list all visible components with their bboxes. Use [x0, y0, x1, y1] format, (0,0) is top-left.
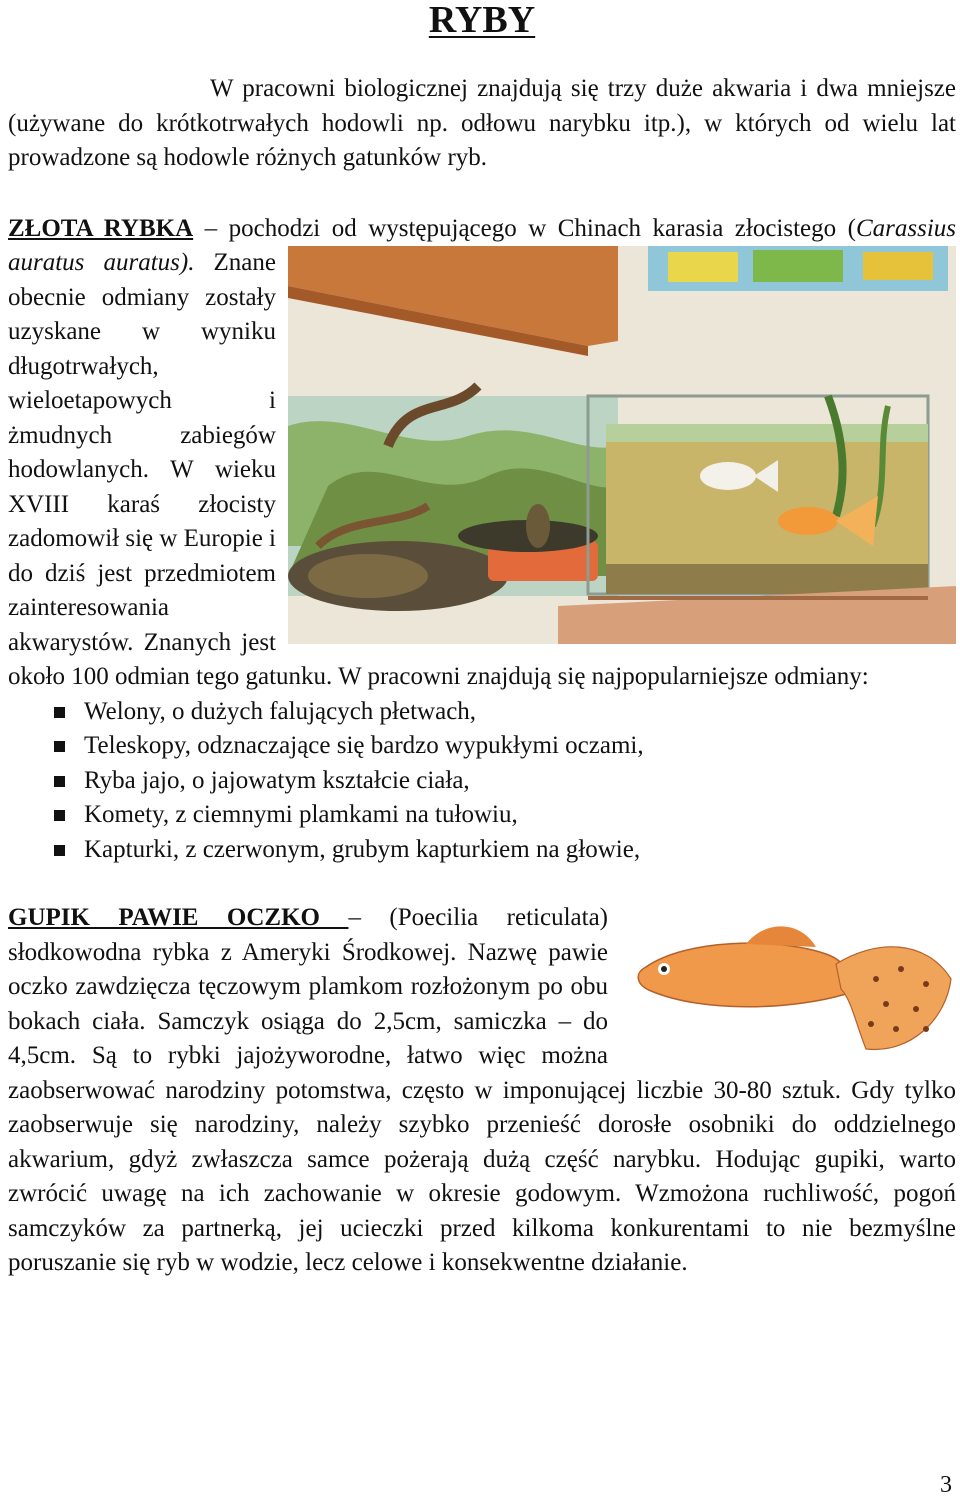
varieties-list: [8, 695, 956, 868]
goldfish-text-b: Znane obecnie odmiany zostały uzyskane w wyniku długotrwałych, wieloetapowych i żmudnych zabiegów hodowlanych. W wieku XVIII karaś złocisty zadomowił się w Europie i do dziś jest przedmiotem zainteresowania akwarystów. Znanych jest około 100 odmian tego gatunku. W pracowni znajdują się najpopularniejsze odmiany:: [8, 249, 869, 690]
guppy-illustration: [626, 909, 956, 1059]
document-page: [8, 0, 956, 1281]
goldfish-heading: ZŁOTA RYBKA: [8, 214, 194, 242]
list-item: Komety, z ciemnymi plamkami na tułowiu,: [54, 798, 956, 833]
page-number: 3: [940, 1471, 952, 1498]
guppy-paragraph: [8, 901, 956, 1281]
goldfish-photo: [288, 246, 956, 644]
intro-paragraph: W pracowni biologicznej znajdują się trzy duże akwaria i dwa mniejsze (używane do krótkotrwałych hodowli np. odłowu narybku itp.), w których od wielu lat prowadzone są hodowle różnych gatunków ryb.: [8, 75, 956, 171]
list-item: Kapturki, z czerwonym, grubym kapturkiem na głowie,: [54, 833, 956, 868]
guppy-text: – (Poecilia reticulata) słodkowodna rybka z Ameryki Środkowej. Nazwę pawie oczko zawdzięcza tęczowym plamkom rozłożonym po obu bokach ciała. Samczyk osiąga do 2,5cm, samiczka – do 4,5cm. Są to rybki jajożyworodne, łatwo więc można zaobserwować narodziny potomstwa, często w imponującej liczbie 30-80 sztuk. Gdy tylko zaobserwuje się narodziny, należy szybko przenieść dorosłe osobniki do oddzielnego akwarium, gdyż zwłaszcza samce pożerają dużą część narybku. Hodując gupiki, warto zwrócić uwagę na ich zachowanie w okresie godowym. Wzmożona ruchliwość, pogoń samczyków za partnerką, jej ucieczki przed kilkoma konkurentami to nie bezmyślne poruszanie się ryb w wodzie, lecz celowe i konsekwentne działanie.: [8, 904, 956, 1276]
goldfish-text-a: – pochodzi od występującego w Chinach karasia złocistego (: [193, 214, 856, 242]
list-item: Ryba jajo, o jajowatym kształcie ciała,: [54, 764, 956, 799]
goldfish-paragraph: [8, 212, 956, 695]
latin-name: Carassius auratus auratus).: [8, 214, 956, 276]
page-title: RYBY: [428, 0, 536, 41]
list-item: Teleskopy, odznaczające się bardzo wypukłymi oczami,: [54, 729, 956, 764]
guppy-heading: GUPIK PAWIE OCZKO: [8, 904, 349, 931]
list-item: Welony, o dużych falujących płetwach,: [54, 695, 956, 730]
